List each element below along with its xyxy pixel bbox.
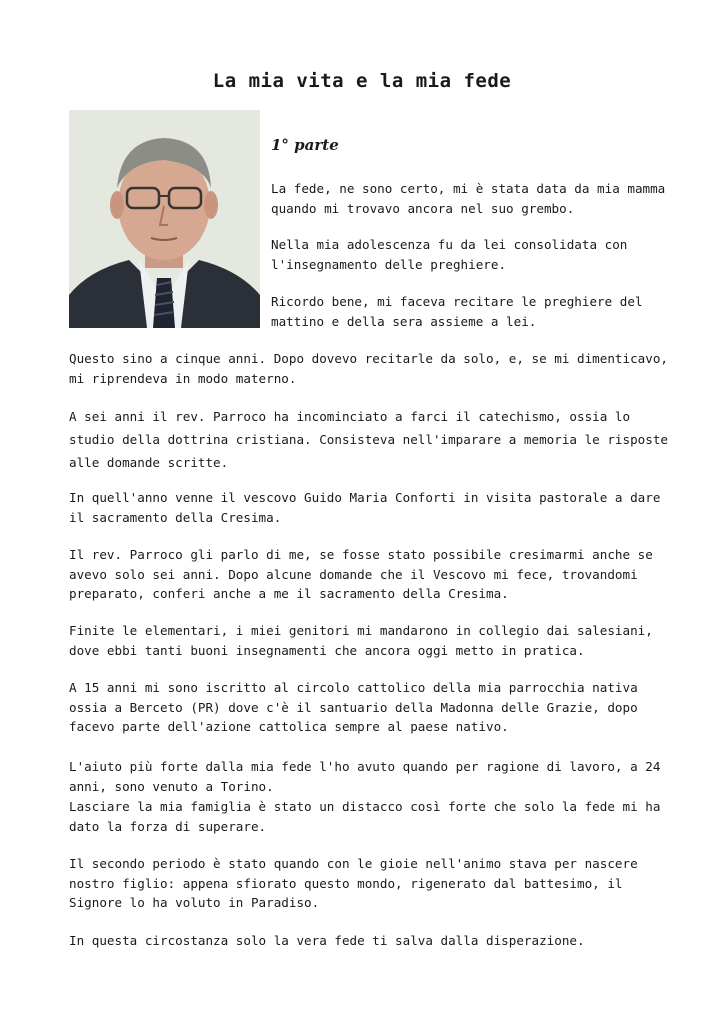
document-title: La mia vita e la mia fede (212, 70, 512, 92)
body-paragraph: Il rev. Parroco gli parlo di me, se fosse stato possibile cresimarmi anche se avevo solo sei anni. Dopo alcune domande che il Vescovo mi fece, trovandomi preparato, conferi anche a me il sacramento della Cresima. (69, 547, 653, 601)
side-paragraph: Nella mia adolescenza fu da lei consolidata con l'insegnamento delle preghiere. (271, 237, 628, 272)
body-paragraph: A sei anni il rev. Parroco ha incominciato a farci il catechismo, ossia lo studio della dottrina cristiana. Consisteva nell'imparare a memoria le risposte alle domande scritte. (69, 409, 668, 470)
section-subtitle: 1° parte (271, 136, 339, 154)
body-paragraph: In questa circostanza solo la vera fede ti salva dalla disperazione. (69, 933, 585, 948)
body-paragraph: Questo sino a cinque anni. Dopo dovevo recitarle da solo, e, se mi dimenticavo, mi riprendeva in modo materno. (69, 351, 668, 386)
portrait-photo (69, 110, 260, 328)
body-paragraph: Finite le elementari, i miei genitori mi mandarono in collegio dai salesiani, dove ebbi tanti buoni insegnamenti che ancora oggi metto in pratica. (69, 623, 653, 658)
body-paragraph: In quell'anno venne il vescovo Guido Maria Conforti in visita pastorale a dare il sacramento della Cresima. (69, 490, 661, 525)
side-paragraph: Ricordo bene, mi faceva recitare le preghiere del mattino e della sera assieme a lei. (271, 294, 643, 329)
body-paragraph: L'aiuto più forte dalla mia fede l'ho avuto quando per ragione di lavoro, a 24 anni, sono venuto a Torino. Lasciare la mia famiglia è stato un distacco così forte che solo la fede mi ha dato la forza di superare. (69, 759, 661, 834)
portrait-photo-icon (69, 110, 260, 328)
body-paragraph: A 15 anni mi sono iscritto al circolo cattolico della mia parrocchia nativa ossia a Berceto (PR) dove c'è il santuario della Madonna delle Grazie, dopo facevo parte dell'azione cattolica sempre al paese nativo. (69, 680, 638, 734)
side-paragraph: La fede, ne sono certo, mi è stata data da mia mamma quando mi trovavo ancora nel suo grembo. (271, 181, 666, 216)
body-paragraph: Il secondo periodo è stato quando con le gioie nell'animo stava per nascere nostro figlio: appena sfiorato questo mondo, rigenerato dal battesimo, il Signore lo ha voluto in Paradiso. (69, 856, 638, 910)
